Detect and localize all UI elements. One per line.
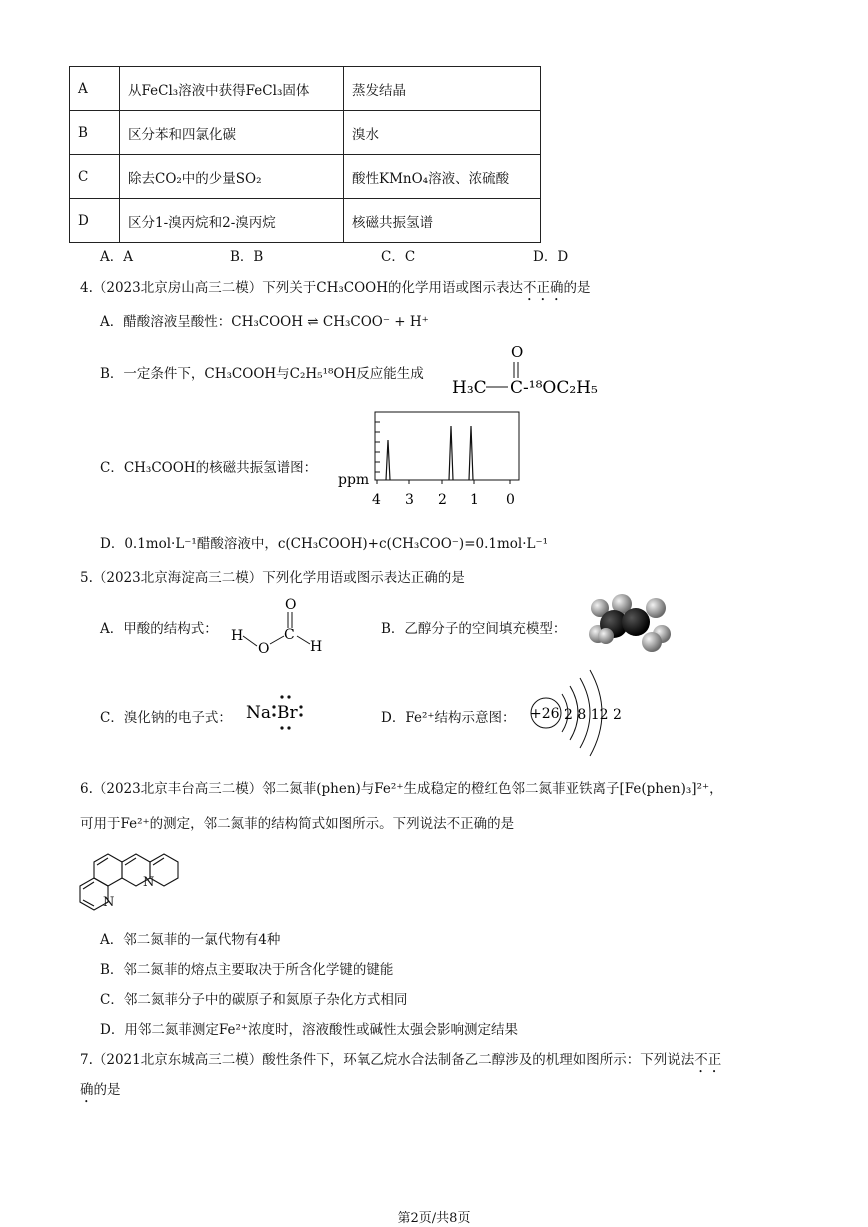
hydrogen-atom: H: [231, 628, 244, 644]
tick-label: 0: [506, 492, 515, 508]
ester-group: C-¹⁸OC₂H₅: [510, 378, 598, 398]
q5-option-d: D．Fe²⁺结构示意图：: [381, 710, 516, 726]
hydrogen-sphere: [646, 598, 666, 618]
row-purpose: 除去CO₂中的少量SO₂: [120, 155, 344, 199]
row-purpose: 区分苯和四氯化碳: [120, 111, 344, 155]
nmr-spectrum: [338, 410, 528, 510]
question-6-stem-line2: 可用于Fe²⁺的测定，邻二氮菲的结构简式如图所示。下列说法不正确的是: [80, 816, 515, 832]
nmr-peak-2: [449, 426, 453, 480]
row-method: 核磁共振氢谱: [344, 199, 541, 243]
q6-option-b: B．邻二氮菲的熔点主要取决于所含化学键的键能: [100, 962, 394, 978]
question-5-stem: 5.（2023北京海淀高三二模）下列化学用语或图示表达正确的是: [80, 570, 465, 586]
oxygen-sphere: [642, 632, 662, 652]
page-number: 第2页/共8页: [397, 1211, 471, 1226]
nmr-peak-3: [469, 426, 473, 480]
q4-option-b: B．一定条件下，CH₃COOH与C₂H₅¹⁸OH反应能生成: [100, 366, 424, 382]
carbon-atom: C: [284, 627, 295, 643]
q5-option-b: B．乙醇分子的空间填充模型：: [381, 621, 567, 637]
row-method: 溴水: [344, 111, 541, 155]
question-4-stem: 4.（2023北京房山高三二模）下列关于CH₃COOH的化学用语或图示表达不正确的是: [80, 280, 591, 296]
tick-label: 4: [372, 492, 381, 508]
ring-bonds: [80, 854, 178, 910]
carbonyl-oxygen: O: [511, 343, 524, 361]
q5-option-a: A．甲酸的结构式：: [100, 621, 218, 637]
single-bond: [270, 636, 284, 644]
single-bond: [297, 636, 310, 644]
tick-label: 3: [405, 492, 414, 508]
q4-option-c: C．CH₃COOH的核磁共振氢谱图：: [100, 460, 318, 476]
formic-acid-structure: [228, 594, 328, 656]
emphasis-text: 不正确: [523, 280, 564, 296]
phenanthroline-structure: [72, 834, 182, 916]
q5-option-c: C．溴化钠的电子式：: [100, 710, 232, 726]
bromide-ion: Br: [277, 703, 298, 723]
emphasis-text: 确: [80, 1082, 94, 1098]
carbon-sphere: [622, 608, 650, 636]
y-ticks: [375, 422, 380, 472]
ethanol-space-filling-model: [586, 594, 676, 654]
row-label: C: [70, 155, 120, 199]
question-7-stem-line2: 确的是: [80, 1082, 121, 1098]
table-row: [70, 67, 541, 111]
question-6-stem-line1: 6.（2023北京丰台高三二模）邻二氮菲(phen)与Fe²⁺生成稳定的橙红色邻二氮菲亚铁离子[Fe(phen)₃]²⁺，: [80, 781, 723, 797]
q6-option-d: D．用邻二氮菲测定Fe²⁺浓度时，溶液酸性或碱性太强会影响测定结果: [100, 1022, 518, 1038]
single-bond: [243, 636, 257, 646]
nitrogen-atom: N: [143, 875, 155, 890]
table-row: [70, 155, 541, 199]
row-purpose: 区分1-溴丙烷和2-溴丙烷: [120, 199, 344, 243]
answer-choice-c: C．C: [381, 249, 416, 265]
y-axis-label: ppm: [338, 472, 370, 488]
q4-option-a: A．醋酸溶液呈酸性：CH₃COOH ⇌ CH₃COO⁻ + H⁺: [100, 314, 429, 330]
q6-option-c: C．邻二氮菲分子中的碳原子和氮原子杂化方式相同: [100, 992, 408, 1008]
row-method: 酸性KMnO₄溶液、浓硫酸: [344, 155, 541, 199]
carbonyl-oxygen: O: [285, 597, 297, 613]
row-label: B: [70, 111, 120, 155]
emphasis-text: 不正: [694, 1052, 722, 1068]
plot-frame: [375, 412, 519, 480]
shell-electron-counts: 2 8 12 2: [564, 707, 622, 723]
hydrogen-atom: H: [310, 639, 323, 655]
x-ticks: [377, 480, 510, 484]
q6-option-a: A．邻二氮菲的一氯代物有4种: [100, 932, 281, 948]
ester-structure: [448, 342, 608, 404]
tick-label: 1: [470, 492, 479, 508]
answer-choice-b: B．B: [230, 249, 264, 265]
q4-option-d: D．0.1mol·L⁻¹醋酸溶液中，c(CH₃COOH)+c(CH₃COO⁻)=0.1mol·L⁻¹: [100, 536, 549, 552]
tick-label: 2: [438, 492, 447, 508]
methyl-group: H₃C: [452, 378, 487, 398]
nmr-peak-1: [386, 440, 390, 480]
options-table: [69, 66, 541, 243]
nuclear-charge: +26: [530, 706, 560, 722]
hydroxyl-oxygen: O: [258, 641, 270, 656]
hydrogen-sphere: [598, 628, 614, 644]
answer-choice-a: A．A: [100, 249, 133, 265]
row-purpose: 从FeCl₃溶液中获得FeCl₃固体: [120, 67, 344, 111]
answer-choice-d: D．D: [533, 249, 569, 265]
question-7-stem-line1: 7.（2021北京东城高三二模）酸性条件下，环氧乙烷水合法制备乙二醇涉及的机理如图所示：下列说法不正: [80, 1052, 722, 1068]
sodium-bromide-electron-formula: [244, 690, 310, 734]
fe2-ion-structure-diagram: [520, 664, 632, 760]
row-label: D: [70, 199, 120, 243]
row-method: 蒸发结晶: [344, 67, 541, 111]
table-row: [70, 111, 541, 155]
row-label: A: [70, 67, 120, 111]
sodium-ion: Na: [246, 703, 272, 723]
nitrogen-atom: N: [103, 895, 115, 910]
table-row: [70, 199, 541, 243]
